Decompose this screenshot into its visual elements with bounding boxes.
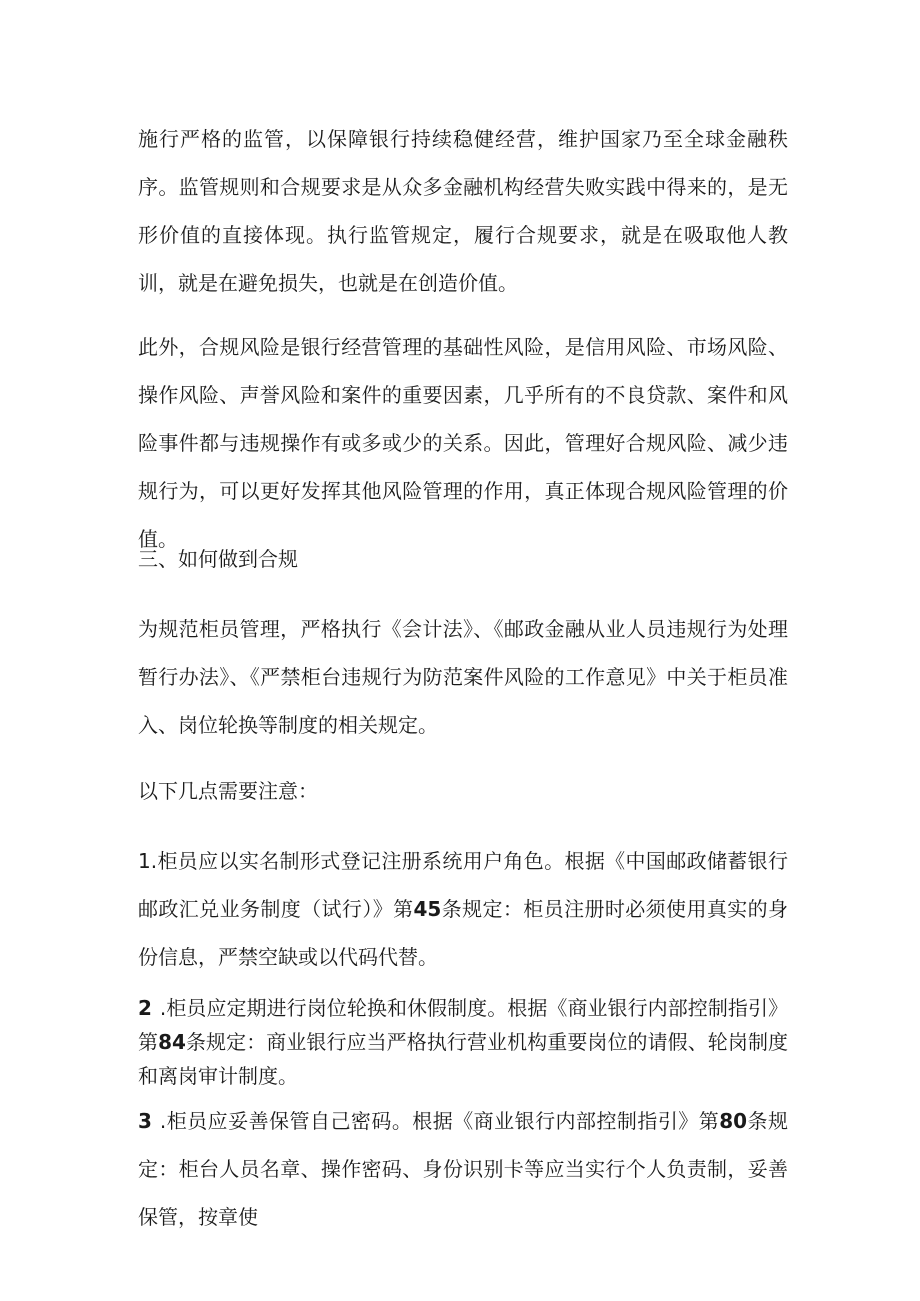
list-item-text: 柜员应以实名制形式登记注册系统用户角色。根据《中国邮政储蓄银行邮政汇兑业务制度（试行）》第 — [138, 849, 788, 921]
list-item-3 — [138, 1097, 788, 1241]
list-item-number: 2 — [138, 996, 152, 1020]
list-item-2 — [138, 991, 788, 1093]
list-item-1 — [138, 837, 788, 981]
list-item-text: 条规定：柜台人员名章、操作密码、身份识别卡等应当实行个人负责制，妥善保管，按章使 — [138, 1109, 789, 1229]
list-item-text: .柜员应妥善保管自己密码。根据《商业银行内部控制指引》第 — [159, 1109, 720, 1133]
paragraph-compliance-risk: 此外，合规风险是银行经营管理的基础性风险，是信用风险、市场风险、操作风险、声誉风险和案件的重要因素，几乎所有的不良贷款、案件和风险事件都与违规操作有或多或少的关系。因此，管理好合规风险、减少违规行为，可以更好发挥其他风险管理的作用，真正体现合规风险管理的价值。 — [138, 335, 788, 551]
article-number: 45 — [413, 897, 442, 921]
section-heading-how-to-comply: 三、如何做到合规 — [138, 547, 298, 571]
article-number: 84 — [158, 1030, 186, 1054]
paragraph-regulation-value: 施行严格的监管，以保障银行持续稳健经营，维护国家乃至全球金融秩序。监管规则和合规要求是从众多金融机构经营失败实践中得来的，是无形价值的直接体现。执行监管规定，履行合规要求，就是在吸取他人教训，就是在避免损失，也就是在创造价值。 — [138, 127, 788, 295]
list-item-text: 条规定：商业银行应当严格执行营业机构重要岗位的请假、轮岗制度和离岗审计制度。 — [138, 1030, 789, 1088]
paragraph-notes-intro: 以下几点需要注意： — [138, 779, 318, 803]
article-number: 80 — [719, 1109, 748, 1133]
paragraph-teller-management: 为规范柜员管理，严格执行《会计法》、《邮政金融从业人员违规行为处理暂行办法》、《严禁柜台违规行为防范案件风险的工作意见》中关于柜员准入、岗位轮换等制度的相关规定。 — [138, 617, 788, 737]
list-item-number: 3 — [138, 1109, 152, 1133]
list-item-text: 条规定：柜员注册时必须使用真实的身份信息，严禁空缺或以代码代替。 — [138, 897, 789, 969]
list-item-number: 1. — [138, 849, 158, 873]
list-item-text: .柜员应定期进行岗位轮换和休假制度。根据《商业银行内部控制指引》第 — [138, 996, 788, 1054]
